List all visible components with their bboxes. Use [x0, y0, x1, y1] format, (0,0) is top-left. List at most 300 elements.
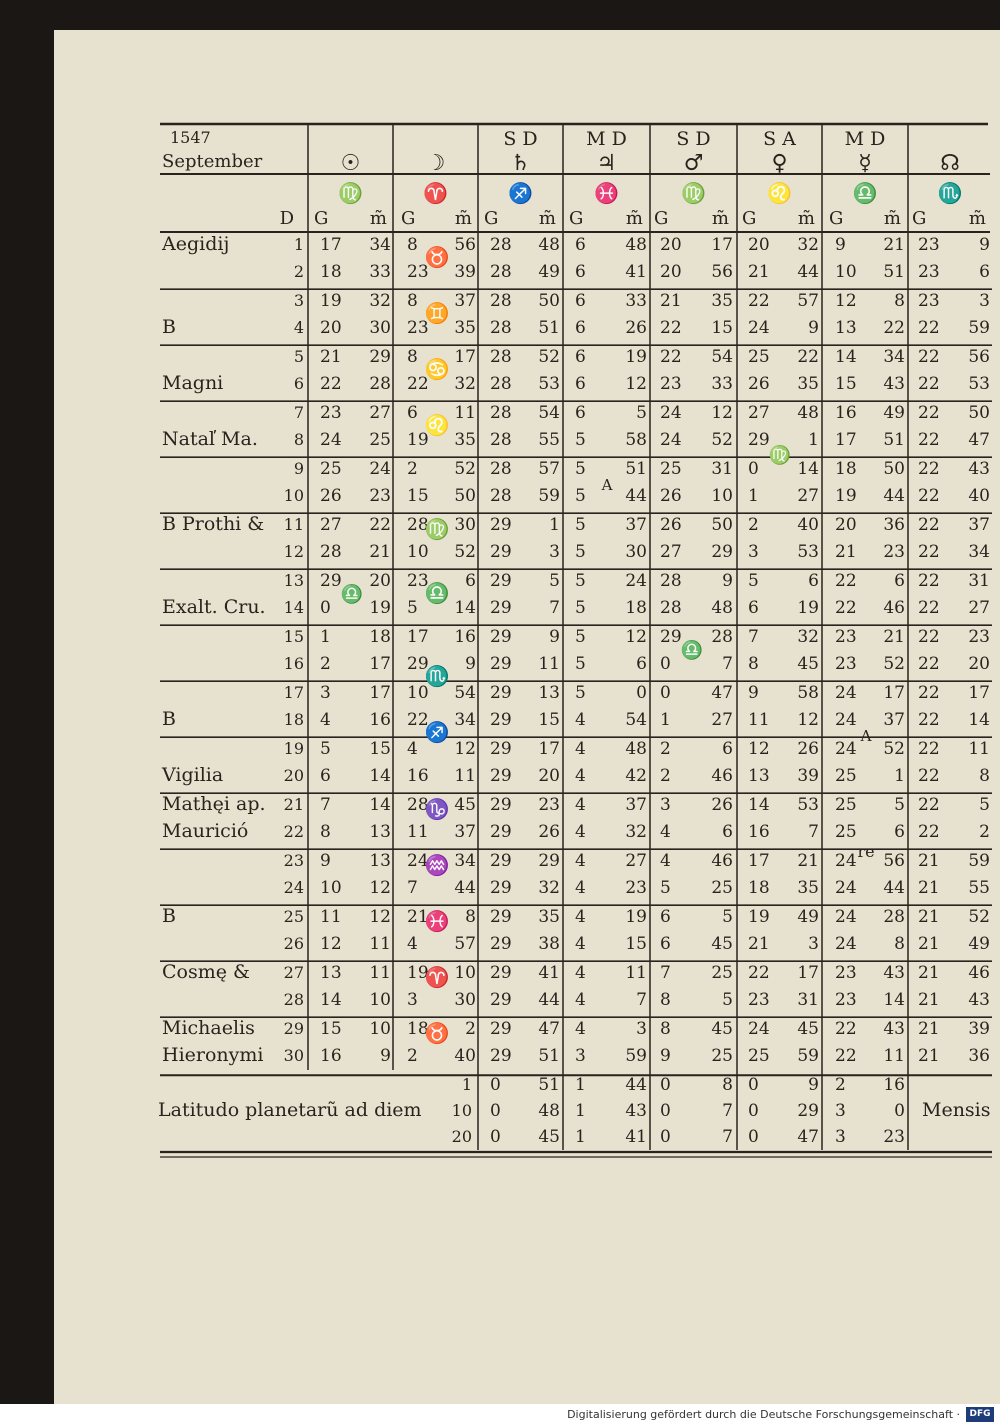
latitude-degree: 0: [660, 1075, 671, 1095]
day-number: 5: [293, 347, 304, 366]
degree-value: 29: [490, 654, 512, 675]
degree-label: G: [912, 208, 927, 229]
latitude-minute: 45: [538, 1127, 560, 1147]
degree-value: 22: [748, 963, 770, 983]
feast-name: B: [162, 905, 176, 927]
day-number: 3: [293, 291, 304, 310]
degree-value: 4: [575, 934, 586, 955]
minute-value: 32: [797, 627, 819, 647]
degree-value: 3: [660, 795, 671, 815]
minute-value: 13: [369, 822, 391, 843]
minute-value: 9: [549, 627, 560, 647]
degree-value: 6: [748, 598, 759, 619]
day-number: 28: [283, 990, 304, 1010]
degree-value: 29: [490, 542, 512, 563]
minute-value: 37: [454, 822, 476, 843]
minute-value: 52: [968, 907, 990, 927]
degree-value: 25: [660, 459, 682, 479]
minute-value: 11: [883, 1046, 905, 1067]
degree-value: 9: [748, 683, 759, 703]
degree-value: 25: [748, 1046, 770, 1067]
minute-value: 51: [625, 459, 647, 479]
minute-value: 52: [883, 739, 905, 759]
feast-name: Hieronymi: [162, 1044, 264, 1067]
minute-value: 43: [968, 990, 990, 1011]
degree-value: 23: [918, 291, 940, 311]
minute-value: 51: [883, 262, 905, 283]
day-column-label: D: [279, 208, 294, 229]
minute-value: 50: [711, 515, 733, 535]
header-aspect-label: M D: [844, 128, 886, 150]
degree-value: 29: [490, 683, 512, 703]
retrograde-mark: re: [857, 842, 875, 862]
degree-value: 22: [918, 795, 940, 815]
minute-value: 19: [797, 598, 819, 619]
degree-value: 5: [660, 878, 671, 899]
minute-value: 13: [538, 683, 560, 703]
sign-glyph: ♐: [508, 181, 533, 205]
moon-sign-glyph: ♋: [424, 357, 450, 381]
minute-value: 2: [465, 1019, 476, 1039]
minute-value: 35: [797, 878, 819, 899]
degree-value: 22: [918, 542, 940, 563]
minute-value: 25: [711, 1046, 733, 1067]
minute-value: 49: [883, 403, 905, 423]
minute-value: 24: [625, 571, 647, 591]
moon-sign-glyph: ♉: [424, 1021, 450, 1045]
day-number: 29: [283, 1019, 304, 1038]
degree-value: 21: [918, 851, 940, 871]
minute-label: m̃: [968, 208, 986, 229]
degree-value: 9: [660, 1046, 671, 1067]
degree-value: 22: [918, 571, 940, 591]
degree-value: 0: [660, 654, 671, 675]
degree-value: 23: [407, 262, 429, 283]
minute-value: 57: [797, 291, 819, 311]
minute-value: 13: [369, 851, 391, 871]
sign-glyph: ♌: [767, 181, 792, 205]
latitude-degree: 0: [748, 1075, 759, 1095]
minute-value: 45: [797, 654, 819, 675]
minute-value: 59: [625, 1046, 647, 1067]
degree-value: 25: [835, 766, 857, 787]
degree-value: 28: [490, 262, 512, 283]
day-number: 21: [283, 795, 304, 814]
minute-value: 35: [454, 430, 476, 451]
minute-value: 12: [454, 739, 476, 759]
minute-value: 48: [538, 235, 560, 255]
latitude-minute: 41: [625, 1127, 647, 1147]
minute-value: 5: [722, 907, 733, 927]
degree-value: 23: [407, 318, 429, 339]
degree-value: 22: [407, 710, 429, 731]
minute-label: m̃: [538, 208, 556, 229]
minute-value: 17: [454, 347, 476, 367]
degree-value: 5: [407, 598, 418, 619]
degree-value: 4: [575, 851, 586, 871]
minute-value: 15: [369, 739, 391, 759]
degree-value: 23: [918, 262, 940, 283]
latitude-degree: 0: [660, 1101, 671, 1121]
degree-value: 16: [835, 403, 857, 423]
minute-value: 49: [538, 262, 560, 283]
day-number: 26: [283, 934, 304, 954]
sign-glyph: ♍: [338, 181, 363, 205]
degree-value: 4: [660, 851, 671, 871]
degree-value: 25: [835, 822, 857, 843]
degree-value: 28: [490, 318, 512, 339]
minute-value: 3: [549, 542, 560, 563]
minute-value: 43: [883, 374, 905, 395]
degree-value: 4: [407, 739, 418, 759]
minute-value: 27: [625, 851, 647, 871]
degree-value: 17: [320, 235, 342, 255]
planet-glyph: ♃: [596, 151, 617, 176]
degree-value: 17: [748, 851, 770, 871]
degree-value: 23: [407, 571, 429, 591]
minute-value: 46: [711, 766, 733, 787]
minute-value: 31: [968, 571, 990, 591]
minute-value: 44: [883, 878, 905, 899]
minute-value: 28: [883, 907, 905, 927]
degree-value: 6: [575, 291, 586, 311]
degree-value: 28: [490, 403, 512, 423]
minute-value: 19: [625, 907, 647, 927]
minute-value: 35: [454, 318, 476, 339]
minute-value: 9: [465, 654, 476, 675]
sign-glyph: ♓: [594, 181, 619, 205]
minute-value: 17: [797, 963, 819, 983]
degree-value: 29: [748, 430, 770, 451]
minute-value: 5: [979, 795, 990, 815]
minute-value: 59: [538, 486, 560, 507]
moon-sign-glyph: ♌: [424, 413, 450, 437]
minute-value: 7: [549, 598, 560, 619]
minute-value: 48: [711, 598, 733, 619]
degree-value: 22: [835, 598, 857, 619]
minute-value: 47: [968, 430, 990, 451]
minute-value: 37: [625, 515, 647, 535]
day-number: 19: [283, 739, 304, 758]
latitude-day: 10: [451, 1101, 472, 1120]
day-number: 30: [283, 1046, 304, 1066]
minute-value: 8: [894, 934, 905, 955]
degree-value: 8: [407, 291, 418, 311]
moon-sign-glyph: ♑: [424, 797, 450, 821]
moon-sign-glyph: ♏: [424, 664, 450, 689]
degree-value: 24: [748, 318, 770, 339]
latitude-degree: 0: [748, 1127, 759, 1147]
degree-value: 22: [918, 683, 940, 703]
latitude-minute: 8: [722, 1075, 733, 1095]
degree-value: 2: [407, 1046, 418, 1067]
degree-value: 21: [918, 990, 940, 1011]
minute-value: 3: [979, 291, 990, 311]
degree-value: 22: [835, 1046, 857, 1067]
minute-value: 14: [883, 990, 905, 1011]
feast-name: Vigilia: [162, 764, 224, 787]
degree-value: 6: [575, 347, 586, 367]
latitude-minute: 7: [722, 1101, 733, 1121]
degree-value: 23: [748, 990, 770, 1011]
minute-value: 47: [711, 683, 733, 703]
degree-value: 20: [660, 262, 682, 283]
minute-value: 33: [625, 291, 647, 311]
minute-value: 48: [625, 235, 647, 255]
venus-sign-glyph: ♍: [768, 445, 792, 467]
minute-label: m̃: [369, 208, 387, 229]
header-aspect-label: M D: [586, 128, 627, 150]
degree-value: 29: [490, 963, 512, 983]
minute-value: 44: [883, 486, 905, 507]
degree-value: 22: [918, 598, 940, 619]
minute-value: 33: [369, 262, 391, 283]
minute-value: 35: [538, 907, 560, 927]
minute-value: 44: [538, 990, 560, 1011]
moon-sign-glyph: ♓: [424, 909, 450, 933]
latitude-minute: 44: [625, 1075, 647, 1095]
minute-value: 26: [625, 318, 647, 339]
header-aspect-label: S A: [763, 128, 796, 150]
degree-value: 5: [575, 459, 586, 479]
degree-value: 29: [407, 654, 429, 675]
day-number: 16: [283, 654, 304, 674]
degree-value: 14: [320, 990, 342, 1011]
degree-label: G: [654, 208, 669, 229]
degree-value: 24: [835, 934, 857, 955]
minute-value: 29: [711, 542, 733, 563]
month-label: September: [162, 151, 263, 172]
degree-value: 28: [490, 486, 512, 507]
latitude-minute: 48: [538, 1101, 560, 1121]
degree-value: 22: [407, 374, 429, 395]
minute-value: 35: [711, 291, 733, 311]
minute-value: 26: [538, 822, 560, 843]
minute-value: 51: [538, 1046, 560, 1067]
degree-value: 21: [918, 1019, 940, 1039]
minute-value: 34: [454, 851, 476, 871]
latitude-degree: 1: [575, 1075, 586, 1095]
planet-glyph: ☉: [340, 151, 361, 176]
degree-value: 28: [660, 571, 682, 591]
minute-value: 27: [968, 598, 990, 619]
minute-value: 23: [369, 486, 391, 507]
minute-value: 20: [538, 766, 560, 787]
minute-value: 40: [968, 486, 990, 507]
mensis-label: Mensis: [922, 1099, 991, 1121]
degree-value: 6: [660, 934, 671, 955]
degree-value: 26: [320, 486, 342, 507]
minute-value: 12: [797, 710, 819, 731]
latitude-degree: 0: [490, 1075, 501, 1095]
minute-value: 6: [636, 654, 647, 675]
minute-value: 50: [883, 459, 905, 479]
minute-value: 53: [797, 542, 819, 563]
day-number: 11: [283, 515, 304, 534]
day-number: 2: [293, 262, 304, 282]
minute-value: 18: [625, 598, 647, 619]
degree-value: 23: [660, 374, 682, 395]
degree-value: 29: [660, 627, 682, 647]
degree-value: 22: [320, 374, 342, 395]
minute-value: 12: [369, 878, 391, 899]
minute-value: 52: [454, 459, 476, 479]
day-number: 15: [283, 627, 304, 646]
degree-value: 4: [660, 822, 671, 843]
degree-value: 5: [748, 571, 759, 591]
degree-value: 4: [575, 739, 586, 759]
minute-value: 45: [711, 934, 733, 955]
minute-value: 37: [625, 795, 647, 815]
minute-value: 10: [369, 990, 391, 1011]
degree-value: 27: [320, 515, 342, 535]
degree-value: 4: [575, 963, 586, 983]
feast-name: B: [162, 708, 176, 731]
degree-value: 0: [748, 459, 759, 479]
minute-value: 32: [797, 235, 819, 255]
degree-value: 21: [320, 347, 342, 367]
minute-value: 8: [979, 766, 990, 787]
minute-value: 7: [722, 654, 733, 675]
degree-value: 28: [407, 795, 429, 815]
degree-value: 29: [490, 795, 512, 815]
minute-value: 21: [797, 851, 819, 871]
minute-value: 32: [538, 878, 560, 899]
minute-value: 5: [636, 403, 647, 423]
minute-value: 12: [369, 907, 391, 927]
minute-value: 30: [625, 542, 647, 563]
minute-value: 7: [636, 990, 647, 1011]
degree-value: 29: [490, 766, 512, 787]
degree-value: 18: [407, 1019, 429, 1039]
minute-value: 52: [883, 654, 905, 675]
minute-value: 14: [369, 766, 391, 787]
degree-value: 16: [320, 1046, 342, 1067]
minute-value: 34: [968, 542, 990, 563]
day-number: 9: [293, 459, 304, 478]
minute-label: m̃: [797, 208, 815, 229]
minute-value: 21: [883, 627, 905, 647]
minute-value: 19: [625, 347, 647, 367]
degree-value: 22: [918, 403, 940, 423]
planet-glyph: ☿: [858, 151, 872, 176]
degree-value: 20: [660, 235, 682, 255]
degree-value: 21: [918, 934, 940, 955]
minute-value: 11: [968, 739, 990, 759]
minute-value: 26: [711, 795, 733, 815]
degree-value: 18: [835, 459, 857, 479]
sun-sign-glyph: ♎: [340, 584, 364, 605]
minute-value: 32: [625, 822, 647, 843]
minute-value: 3: [808, 934, 819, 955]
day-number: 8: [293, 430, 304, 450]
minute-value: 47: [538, 1019, 560, 1039]
minute-value: 57: [454, 934, 476, 955]
day-number: 23: [283, 851, 304, 870]
minute-value: 25: [369, 430, 391, 451]
minute-value: 25: [711, 963, 733, 983]
latitude-minute: 0: [894, 1101, 905, 1121]
degree-value: 4: [407, 934, 418, 955]
degree-value: 22: [918, 627, 940, 647]
latitude-day: 1: [461, 1075, 472, 1094]
minute-value: 25: [711, 878, 733, 899]
minute-value: 44: [625, 486, 647, 507]
sign-glyph: ♏: [937, 181, 963, 205]
minute-value: 37: [454, 291, 476, 311]
minute-value: 10: [454, 963, 476, 983]
latitude-minute: 43: [625, 1101, 647, 1121]
feast-name: Natal̕ Ma.: [162, 428, 258, 451]
minute-value: 52: [711, 430, 733, 451]
degree-value: 5: [575, 542, 586, 563]
degree-value: 3: [748, 542, 759, 563]
minute-value: 11: [454, 403, 476, 423]
degree-value: 24: [835, 683, 857, 703]
degree-value: 4: [575, 710, 586, 731]
degree-value: 29: [490, 710, 512, 731]
degree-value: 25: [835, 795, 857, 815]
minute-value: 20: [369, 571, 391, 591]
degree-value: 6: [407, 403, 418, 423]
degree-value: 12: [835, 291, 857, 311]
degree-value: 2: [320, 654, 331, 675]
minute-value: 43: [883, 963, 905, 983]
degree-value: 7: [748, 627, 759, 647]
degree-value: 22: [748, 291, 770, 311]
degree-value: 17: [835, 430, 857, 451]
moon-sign-glyph: ♒: [424, 853, 450, 877]
header-aspect-label: S D: [503, 128, 538, 150]
minute-value: 50: [968, 403, 990, 423]
feast-name: Cosmę &: [162, 961, 250, 983]
latitude-minute: 7: [722, 1127, 733, 1147]
feast-name: Maurició: [162, 820, 249, 843]
degree-value: 10: [320, 878, 342, 899]
degree-value: 19: [835, 486, 857, 507]
minute-value: 30: [369, 318, 391, 339]
degree-value: 16: [748, 822, 770, 843]
degree-value: 4: [575, 1019, 586, 1039]
minute-value: 22: [797, 347, 819, 367]
degree-value: 15: [407, 486, 429, 507]
degree-value: 6: [575, 374, 586, 395]
minute-value: 9: [380, 1046, 391, 1067]
latitude-minute: 9: [808, 1075, 819, 1095]
degree-value: 8: [407, 347, 418, 367]
minute-label: m̃: [711, 208, 729, 229]
minute-value: 36: [883, 515, 905, 535]
degree-value: 2: [407, 459, 418, 479]
degree-value: 21: [407, 907, 429, 927]
degree-value: 21: [918, 907, 940, 927]
day-number: 24: [283, 878, 304, 898]
minute-value: 45: [797, 1019, 819, 1039]
degree-value: 22: [660, 347, 682, 367]
degree-label: G: [401, 208, 416, 229]
minute-value: 39: [454, 262, 476, 283]
degree-value: 5: [320, 739, 331, 759]
degree-value: 29: [320, 571, 342, 591]
day-number: 20: [283, 766, 304, 786]
degree-value: 28: [490, 291, 512, 311]
planet-glyph: ☊: [940, 151, 960, 176]
degree-value: 25: [748, 347, 770, 367]
minute-value: 39: [797, 766, 819, 787]
degree-value: 9: [320, 851, 331, 871]
minute-value: 2: [979, 822, 990, 843]
degree-value: 16: [407, 766, 429, 787]
